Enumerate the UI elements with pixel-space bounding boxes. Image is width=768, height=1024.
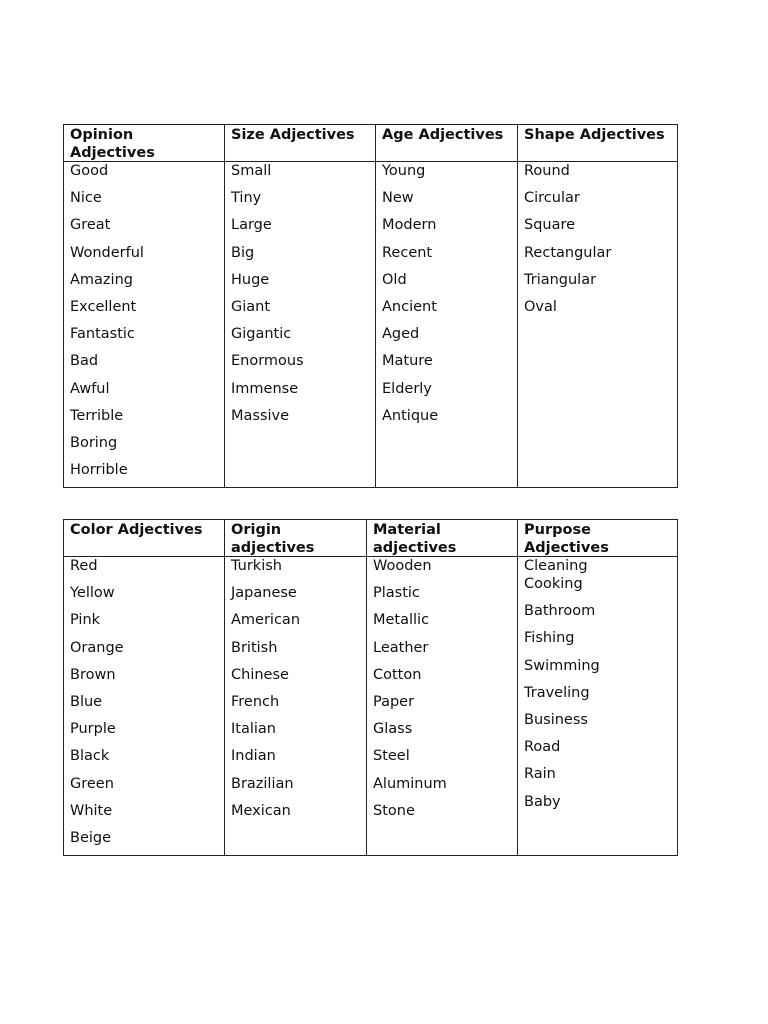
adjective-item: Rain — [524, 766, 556, 783]
adjective-item: Indian — [231, 748, 276, 765]
adjective-item: Amazing — [70, 271, 133, 288]
adjective-item: Chinese — [231, 666, 289, 683]
adjective-item: Glass — [373, 721, 413, 738]
column-material-adjectives — [367, 557, 518, 855]
adjectives-table-1 — [63, 124, 678, 488]
adjective-item: Black — [70, 748, 110, 765]
adjective-item: Terrible — [70, 407, 124, 424]
adjective-item: Bad — [70, 353, 99, 370]
column-purpose-adjectives — [518, 557, 677, 855]
adjective-item: Antique — [382, 407, 439, 424]
adjective-item: Wooden — [373, 558, 432, 574]
header-origin-adjectives: Origin adjectives — [225, 520, 367, 557]
adjective-item: Paper — [373, 693, 415, 710]
header-opinion-adjectives: Opinion Adjectives — [64, 125, 225, 162]
adjective-item: Gigantic — [231, 326, 292, 343]
adjective-item: Nice — [70, 190, 102, 207]
adjective-item: Awful — [70, 380, 110, 397]
adjective-item: Brown — [70, 666, 116, 683]
adjective-item: Large — [231, 217, 272, 234]
adjective-item: Cooking — [524, 576, 583, 592]
adjective-item: White — [70, 802, 113, 819]
adjective-item: Fantastic — [70, 326, 135, 343]
adjective-item: Mexican — [231, 802, 291, 819]
adjective-item: Modern — [382, 217, 437, 234]
header-shape-adjectives: Shape Adjectives — [518, 125, 677, 162]
adjective-item: Small — [231, 163, 272, 179]
adjective-item: Italian — [231, 721, 276, 738]
adjective-item: Road — [524, 739, 561, 756]
adjective-item: Cotton — [373, 666, 422, 683]
adjective-item: Good — [70, 163, 109, 179]
adjective-item: Elderly — [382, 380, 432, 397]
adjective-item: Steel — [373, 748, 410, 765]
adjective-item: Stone — [373, 802, 415, 819]
adjective-item: Tiny — [231, 190, 262, 207]
adjective-item: Excellent — [70, 298, 137, 315]
column-age-adjectives — [376, 162, 518, 487]
adjective-item: Wonderful — [70, 244, 144, 261]
adjective-item: New — [382, 190, 414, 207]
adjective-item: Green — [70, 775, 114, 792]
adjective-item: Massive — [231, 407, 290, 424]
adjective-item: Cleaning — [524, 558, 588, 574]
adjective-item: Purple — [70, 721, 116, 738]
header-color-adjectives: Color Adjectives — [64, 520, 225, 557]
adjective-item: British — [231, 639, 278, 656]
adjective-item: Boring — [70, 434, 118, 451]
adjective-item: Immense — [231, 380, 299, 397]
adjective-item: Brazilian — [231, 775, 294, 792]
adjective-item: Rectangular — [524, 244, 612, 261]
header-material-adjectives: Material adjectives — [367, 520, 518, 557]
adjective-item: Horrible — [70, 462, 128, 479]
adjective-item: Huge — [231, 271, 270, 288]
adjective-item: Orange — [70, 639, 124, 656]
adjective-item: Recent — [382, 244, 433, 261]
adjective-item: Aluminum — [373, 775, 447, 792]
header-age-adjectives: Age Adjectives — [376, 125, 518, 162]
adjective-item: Turkish — [231, 558, 282, 574]
adjective-item: Red — [70, 558, 98, 574]
adjective-item: Swimming — [524, 657, 600, 674]
adjective-item: Fishing — [524, 630, 575, 647]
adjective-item: Giant — [231, 298, 271, 315]
column-size-adjectives — [225, 162, 376, 487]
adjective-item: Aged — [382, 326, 420, 343]
column-opinion-adjectives — [64, 162, 225, 487]
adjective-item: Great — [70, 217, 111, 234]
adjective-item: Japanese — [231, 585, 297, 602]
adjective-item: Square — [524, 217, 576, 234]
adjective-item: Ancient — [382, 298, 437, 315]
header-size-adjectives: Size Adjectives — [225, 125, 376, 162]
adjective-item: Enormous — [231, 353, 304, 370]
adjective-item: Plastic — [373, 585, 420, 602]
adjective-item: Yellow — [70, 585, 115, 602]
adjective-item: Mature — [382, 353, 433, 370]
adjective-item: Circular — [524, 190, 580, 207]
adjective-item: Blue — [70, 693, 103, 710]
adjective-item: Triangular — [524, 271, 597, 288]
adjective-item: Young — [382, 163, 426, 179]
header-purpose-adjectives: Purpose Adjectives — [518, 520, 677, 557]
adjective-item: Leather — [373, 639, 429, 656]
adjective-item: Bathroom — [524, 603, 596, 620]
adjective-item: American — [231, 612, 301, 629]
adjective-item: Old — [382, 271, 407, 288]
adjective-item: Round — [524, 163, 570, 179]
adjective-item: Metallic — [373, 612, 430, 629]
adjectives-table-2 — [63, 519, 678, 856]
adjective-item: Beige — [70, 829, 112, 846]
adjective-item: Big — [231, 244, 255, 261]
column-color-adjectives — [64, 557, 225, 855]
adjective-item: Pink — [70, 612, 101, 629]
adjective-item: Oval — [524, 298, 557, 315]
column-origin-adjectives — [225, 557, 367, 855]
column-shape-adjectives — [518, 162, 677, 487]
adjective-item: Business — [524, 711, 588, 728]
adjective-item: Baby — [524, 793, 561, 810]
adjective-item: Traveling — [524, 684, 590, 701]
adjective-item: French — [231, 693, 280, 710]
